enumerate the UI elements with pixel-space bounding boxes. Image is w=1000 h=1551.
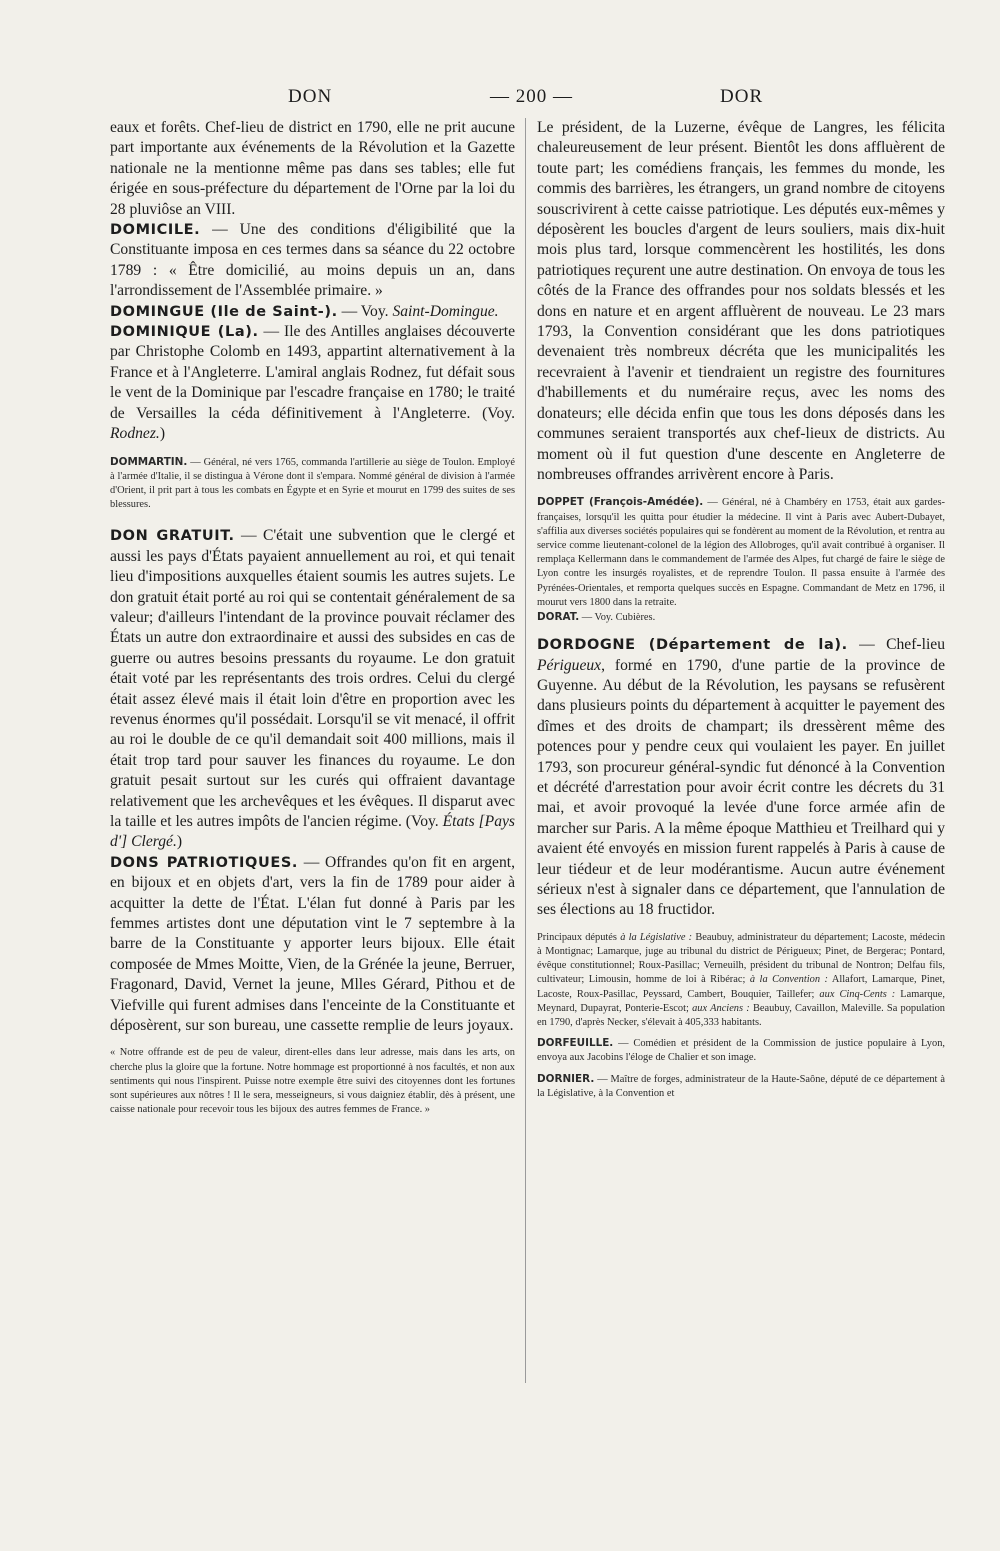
entry-text: — Comédien et président de la Commission de justice populaire à Lyon, envoya aux Jacobins l'éloge de Chalier et son image. [537,1038,945,1064]
headword: DON GRATUIT. [110,528,235,545]
entry-dorfeuille [537,1036,945,1065]
entry-dons-patriotiques [110,853,515,1037]
cross-reference: États [Pays d'] Clergé. [110,813,515,851]
headword: DOPPET (François-Amédée). [537,496,704,509]
deputies-intro: Principaux députés [537,931,621,943]
entry-text-end: ) [159,425,166,443]
header-right-word: DOR [720,86,764,107]
entry-text: — Maître de forges, administrateur de la Haute-Saône, député de ce département à la Législative, à la Convention et [537,1073,945,1099]
entry-doppet [537,495,945,610]
headword: DOMINIQUE (La). [110,324,259,341]
running-header [110,86,940,114]
column-divider [525,118,526,1383]
entry-text: , formé en 1790, d'une partie de la province de Guyenne. Au début de la Révolution, les paysans se refusèrent dans plusieurs points du département à acquitter le payement des dîmes et des droits de champart; ils dressèrent même des potences pour y pendre ceux qui voulaient les payer. En juillet 1793, son procureur général-syndic fut dénoncé à la Convention et décrété d'arrestation pour avoir écrit contre les décrets du 31 mai, et avoir provoqué la levée d'une force armée afin de marcher sur Paris. A la même époque Matthieu et Treilhard qui y avaient été envoyés en mission furent rappelés à Paris à cause de leur tiédeur et de leur modérantisme. Aucun autre événement sérieux n'est à signaler dans ce département, que l'annulation de ses élections au 18 fructidor. [537,656,945,919]
page-number: — 200 — [490,86,573,107]
assembly-label: à la Convention : [749,974,828,986]
headword: DOMMARTIN. [110,455,188,468]
entry-text: — Offrandes qu'on fit en argent, en bijoux et en objets d'art, vers la fin de 1789 pour aider à acquitter la dette de l'État. L'élan fut donné à Paris par les femmes artistes dont une députation vint le 7 septembre à la barre de la Constituante y apporter leurs bijoux. Elle était composée de Mmes Moitte, Vien, de la Grénée la jeune, Berruer, Fragonard, David, Vernet la jeune, Mlles Gérard, Pithou et de Viefville qui furent admises dans l'enceinte de la Constituante et déposèrent, sur son bureau, une cassette remplie de leurs joyaux. [110,853,516,1035]
entry-text: — Général, né à Chambéry en 1753, était aux gardes-françaises, lorsqu'il les quitta pour étudier la médecine. Il vint à Paris avec Aubert-Dubayet, s'affilia aux diverses sociétés populaires qui se fondèrent au moment de la Révolution, et rentra au service comme lieutenant-colonel de la légion des Allobroges, qu'il avait contribué à organiser. Il remplaça Kellermann dans le commandement de l'armée des Alpes, fut chargé de faire le siège de Lyon contre les insurgés royalistes, et de reprendre Toulon. Il passa ensuite à l'armée des Pyrénées-Orientales, et remporta quelques succès en Espagne. Commandant de Metz en 1796, il mourut vers 1800 dans la retraite. [537,497,945,608]
entry-text: — Voy. Cubières. [579,611,656,623]
entry-dominique [110,322,515,444]
entry-dornier [537,1072,945,1101]
entry-text: — Ile des Antilles anglaises découverte par Christophe Colomb en 1493, appartint alternativement à la France et à l'Angleterre. L'amiral anglais Rodnez, fut défait sous le vent de la Dominique par l'escadre française en 1780; le traité de Versailles la céda définitivement à l'Angleterre. (Voy. [110,323,515,422]
entry-dommartin [110,455,515,513]
cross-reference: Rodnez. [110,425,160,443]
entry-text: — Une des conditions d'éligibilité que la Constituante imposa en ces termes dans sa séance du 22 octobre 1789 : « Être domicilié, au moins depuis un an, dans l'arrondissement de l'Assemblée primaire. » [110,221,515,300]
entry-text: — Voy. [337,302,393,320]
headword: DORAT. [537,610,580,623]
entry-text: — Général, né vers 1765, commanda l'artillerie au siège de Toulon. Employé à l'armée d'Italie, il se distingua à Vérone dont il s'empara. Nommé général de division à l'armée d'Orient, il prit part à tous les combats en Égypte et en Syrie et mourut en 1799 des suites de ses blessures. [110,456,515,511]
entry-text: — Chef-lieu [847,636,945,654]
headword: DOMINGUE (Ile de Saint-). [110,303,338,320]
assembly-label: aux Anciens : [692,1002,750,1014]
headword: DORNIER. [537,1072,595,1085]
deputies-text: Lamarque, Meynard, Dupayrat, Ponterie-Escot; [537,988,945,1014]
headword: DOMICILE. [110,222,201,239]
entry-domicile [110,220,515,302]
left-column [110,118,515,1117]
entry-continuation: eaux et forêts. Chef-lieu de district en 1790, elle ne prit aucune part importante aux événements de la Révolution et la Gazette nationale ne la mentionne même pas dans ses tables; elle fut érigée en sous-préfecture du département de l'Orne par la loi du 28 pluviôse an VIII. [110,119,515,218]
assembly-label: aux Cinq-Cents : [819,988,896,1000]
cross-reference: Saint-Domingue. [392,302,499,320]
headword: DORFEUILLE. [537,1037,614,1050]
quotation: « Notre offrande est de peu de valeur, dirent-elles dans leur adresse, mais dans les arts, on cherche plus la gloire que la fortune. Notre hommage est proportionné à nos facultés, et non aux sentiments qui nous l'inspirent. Puisse notre exemple être suivi des citoyennes dont les fortunes sont supérieures aux nôtres ! Il le sera, messeigneurs, si vous daigniez établir, dès à présent, une caisse nationale pour recevoir tous les bijoux des autres femmes de France. » [110,1047,515,1116]
deputies-text: Allafort, Lamarque, Pinet, Lacoste, Roux-Pasillac, Peyssard, Cambert, Bouquier, Taillefer; [537,974,945,1000]
entry-text-end: ) [176,833,183,851]
entry-don-gratuit [110,526,515,853]
entry-dordogne [537,635,945,921]
entry-domingue [110,302,515,322]
deputies-text: Beaubuy, Cavaillon, Maleville. Sa population en 1790, d'après Necker, s'élevait à 405,333 habitants. [537,1002,945,1029]
assembly-label: à la Législative : [620,931,693,943]
headword: DORDOGNE (Département de la). [537,637,848,654]
header-left-word: DON [288,86,333,107]
entry-dorat [537,610,945,625]
cross-reference: Périgueux [537,656,602,674]
deputies-list [537,931,945,1030]
deputies-text: Beaubuy, administrateur du département; Lacoste, médecin à Montignac; Lamarque, juge au tribunal du district de Périgueux; Pinet, de Bergerac; Pontard, évêque constitutionnel; Roux-Pasillac; Verneuilh, président du tribunal de Nontron; Delfau fils, cultivateur; Limousin, homme de loi à Ribérac; [537,931,946,986]
right-column [537,118,945,1101]
entry-text: — C'était une subvention que le clergé et aussi les pays d'États payaient annuellement au roi, et qui tenait lieu d'impositions auxquelles étaient soumis les autres sujets. Le don gratuit était porté au roi qui se contentait généralement de sa valeur; d'ailleurs l'intendant de la province pouvait réclamer des États un autre don extraordinaire et aussi des subsides en cas de guerre ou autres besoins pressants du royaume. Le don gratuit était voté par les représentants des trois ordres. Celui du clergé était assez élevé mais il était loin d'être en proportion avec les revenus énormes qu'il possédait. Lorsqu'il se vit menacé, il offrit au roi le double de ce qu'il demandait soit 400 millions, mais il était trop tard pour sauver les finances du royaume. Le don gratuit pesait surtout sur les curés qui offraient davantage relativement que les archevêques et les évêques. Il disparut avec la taille et les autres impôts de l'ancien régime. (Voy. [110,527,515,830]
entry-continuation: Le président, de la Luzerne, évêque de Langres, les félicita chaleureusement de leur présent. Bientôt les dons affluèrent de toute part; les comédiens français, les femmes du monde, les commis des barrières, les étrangers, un grand nombre de citoyens souscrivirent à cette caisse patriotique. Les députés eux-mêmes y déposèrent les boucles d'argent de leurs souliers, mais dix-huit mois plus tard, lorsque commencèrent les hostilités, les dons patriotiques reçurent une autre destination. On envoya de tous les côtés de la France des offrandes pour nos soldats blessés et les dons en nature et en argent affluèrent de nouveau. Le 23 mars 1793, la Convention considérant que les dons patriotiques devenaient très nombreux décréta que les municipalités les recevraient à l'avenir et tiendraient un registre des fournitures d'habillements et du numéraire reçus, avec les noms des donateurs; elle décida enfin que tous les dons déposés dans les communes seraient transportés aux chef-lieux de districts. Au moment où il fut question d'une descente en Angleterre de nombreuses offrandes arrivèrent encore à Paris. [537,119,945,483]
headword: DONS PATRIOTIQUES. [110,854,299,871]
